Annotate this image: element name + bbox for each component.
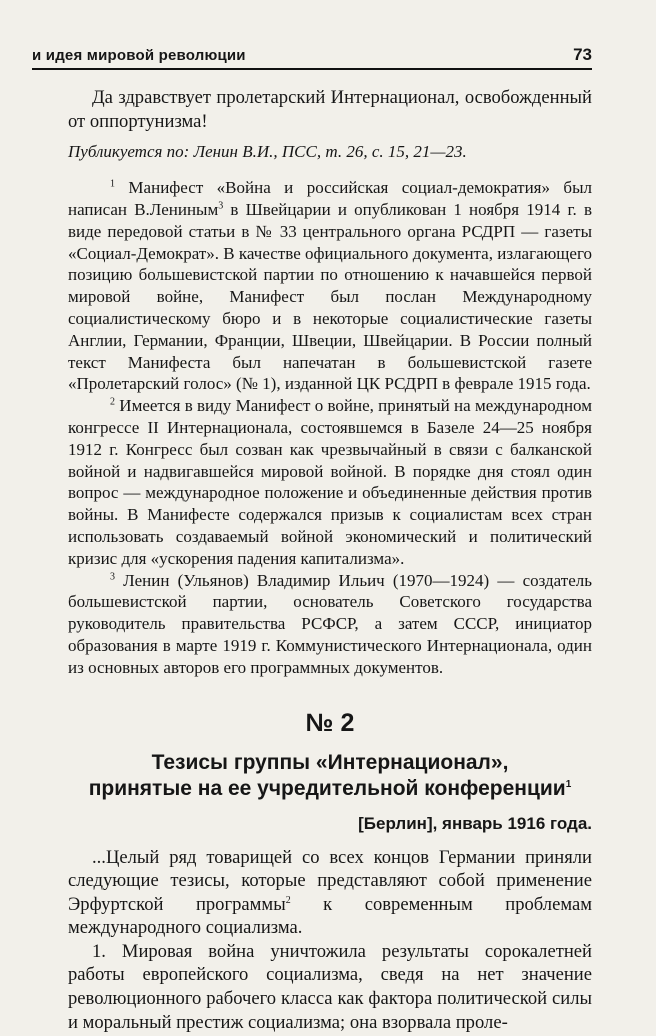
document-number: № 2 <box>305 708 355 737</box>
footnote-3 <box>68 570 592 679</box>
running-head: и идея мировой революции <box>32 47 246 64</box>
document-paragraph-2: 1. Мировая война уничтожила результаты сорокалетней работы европейского социализма, сведя на нет значение революционного рабочего класса как фактора политической силы и моральный престиж социализма; она взорвала проле- <box>68 940 592 1033</box>
footnote-2 <box>68 395 592 569</box>
footnote-text: в Швейцарии и опубликован 1 ноября 1914 г. в виде передовой статьи в № 33 центрального органа РСДРП — газеты «Социал-Демократ». В качестве официального документа, излагающего позицию большевистской партии по отношению к начавшейся первой мировой войне, Манифест был послан Международному социалистическому бюро и в некоторые социалистические газеты Англии, Германии, Франции, Швеции, Швейцарии. В России полный текст Манифеста был напечатан в большевистской газете «Пролетарский голос» (№ 1), изданной ЦК РСДРП в феврале 1915 года. <box>68 199 592 394</box>
footnote-mark: 2 <box>110 396 115 408</box>
footnote-mark: 1 <box>110 178 115 190</box>
document-paragraph-1 <box>68 846 592 940</box>
document-date: [Берлин], январь 1916 года. <box>358 813 592 833</box>
title-line-1: Тезисы группы «Интернационал», <box>151 750 509 774</box>
title-footnote-ref: 1 <box>565 778 572 790</box>
footnote-text: Ленин (Ульянов) Владимир Ильич (1970—1924) — создатель большевистской партии, основатель Советского государства руководитель правительства РСФСР, а затем СССР, инициатор образования в марте 1919 г. Коммунистического Интернационала, один из основных авторов его программных документов. <box>68 570 592 677</box>
footnotes <box>68 177 592 678</box>
page-header <box>32 44 592 70</box>
footnote-ref: 3 <box>218 200 224 212</box>
footnote-1 <box>68 177 592 395</box>
footnote-text: Имеется в виду Манифест о войне, принятый на международном конгрессе II Интернационала, состоявшемся в Базеле 24—25 ноября 1912 г. Конгресс был созван как чрезвычайный в связи с балканской войной и надвигавшейся мировой войной. В порядке дня стоял один вопрос — международное положение и объединенные действия против войны. В Манифесте содержался призыв к социалистам всех стран использовать создаваемый войной экономический и политический кризис для «ускорения падения капитализма». <box>68 396 592 568</box>
document-title <box>68 750 592 802</box>
footnote-mark: 3 <box>110 570 115 582</box>
source-citation: Публикуется по: Ленин В.И., ПСС, т. 26, с. 15, 21—23. <box>68 142 467 162</box>
title-line-2: принятые на ее учредительной конференции <box>88 776 566 800</box>
paragraph-text: ...Целый ряд товарищей со всех концов Германии приняли следующие тезисы, которые представляют собой применение Эрфуртской программы <box>68 846 592 915</box>
page-number: 73 <box>573 45 592 64</box>
paragraph-footnote-ref: 2 <box>285 894 291 906</box>
footnote-text: Манифест «Война и российская социал-демократия» был написан В.Лениным <box>68 178 592 219</box>
page-body <box>68 86 592 1034</box>
paragraph-text: к современным проблемам международного социализма. <box>68 893 592 939</box>
opening-paragraph: Да здравствует пролетарский Интернационал, освобожденный от оппортунизма! <box>68 87 592 132</box>
